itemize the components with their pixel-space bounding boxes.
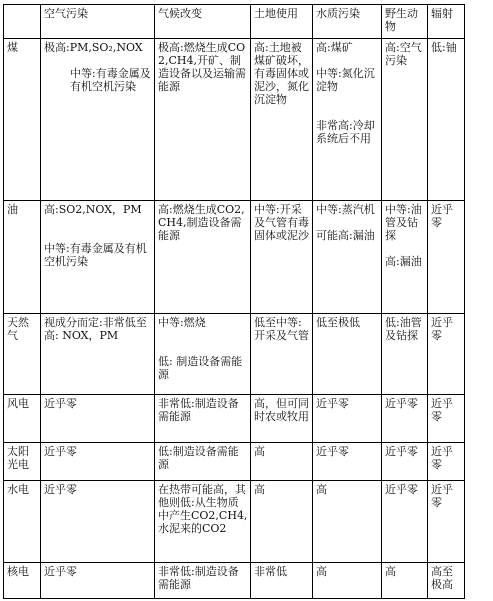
cell-nuclear-wildlife: 高 xyxy=(382,563,428,599)
row-wind xyxy=(4,395,465,443)
cell-gas-water: 低至极低 xyxy=(313,314,382,395)
cell-coal-water-line1: 高:煤矿 xyxy=(316,41,353,54)
cell-hydro-wildlife: 近乎零 xyxy=(382,481,428,563)
cell-gas-radiation: 近乎零 xyxy=(428,314,465,395)
cell-gas-climate-line1: 中等:燃烧 xyxy=(158,316,206,329)
cell-coal-land: 高:土地被煤矿破坏，有毒固体或泥沙，氮化沉淀物 xyxy=(251,39,313,201)
row-label-coal: 煤 xyxy=(4,39,41,201)
cell-oil-water xyxy=(313,201,382,314)
cell-hydro-radiation: 近乎零 xyxy=(428,481,465,563)
cell-oil-wildlife xyxy=(382,201,428,314)
row-label-solar: 太阳光电 xyxy=(4,443,41,481)
row-hydro xyxy=(4,481,465,563)
cell-nuclear-climate: 非常低:制造设备需能源 xyxy=(155,563,251,599)
cell-coal-air xyxy=(41,39,155,201)
cell-nuclear-air: 近乎零 xyxy=(41,563,155,599)
cell-oil-climate: 高:燃烧生成CO2,CH4,制造设备需能源 xyxy=(155,201,251,314)
row-solar xyxy=(4,443,465,481)
cell-solar-water: 近乎零 xyxy=(313,443,382,481)
cell-wind-climate: 非常低:制造设备需能源 xyxy=(155,395,251,443)
cell-nuclear-water: 高 xyxy=(313,563,382,599)
cell-oil-wildlife-line2: 高:漏油 xyxy=(385,255,422,268)
cell-coal-climate: 极高:燃烧生成CO2,CH4,开矿、制造设备以及运输需能源 xyxy=(155,39,251,201)
cell-hydro-land: 高 xyxy=(251,481,313,563)
cell-wind-radiation: 近乎零 xyxy=(428,395,465,443)
cell-coal-wildlife: 高:空气污染 xyxy=(382,39,428,201)
cell-hydro-water: 高 xyxy=(313,481,382,563)
cell-gas-land: 低至中等:开采及气管 xyxy=(251,314,313,395)
cell-nuclear-radiation: 高至极高 xyxy=(428,563,465,599)
row-label-gas: 天然气 xyxy=(4,314,41,395)
header-row xyxy=(4,5,465,39)
cell-coal-radiation: 低:铀 xyxy=(428,39,465,201)
header-corner xyxy=(4,5,41,39)
cell-wind-air: 近乎零 xyxy=(41,395,155,443)
row-label-wind: 风电 xyxy=(4,395,41,443)
cell-oil-water-line1: 中等:蒸汽机 xyxy=(316,203,375,216)
cell-gas-wildlife: 低:油管及钻探 xyxy=(382,314,428,395)
row-gas xyxy=(4,314,465,395)
cell-wind-water: 近乎零 xyxy=(313,395,382,443)
cell-coal-air-line1: 极高:PM,SO₂,NOX xyxy=(44,41,143,54)
cell-oil-air-line1: 高:SO2,NOX，PM xyxy=(44,203,142,216)
cell-solar-land: 高 xyxy=(251,443,313,481)
cell-solar-climate: 低:制造设备需能源 xyxy=(155,443,251,481)
cell-coal-water xyxy=(313,39,382,201)
cell-nuclear-land: 非常低 xyxy=(251,563,313,599)
row-oil xyxy=(4,201,465,314)
header-land-use: 土地使用 xyxy=(251,5,313,39)
header-air-pollution: 空气污染 xyxy=(41,5,155,39)
energy-impact-table xyxy=(3,4,465,599)
row-label-nuclear: 核电 xyxy=(4,563,41,599)
cell-wind-wildlife: 近乎零 xyxy=(382,395,428,443)
cell-coal-water-line2: 中等:氮化沉淀物 xyxy=(316,67,375,93)
header-water-pollution: 水质污染 xyxy=(313,5,382,39)
cell-wind-land: 高，但可同时农或牧用 xyxy=(251,395,313,443)
cell-gas-climate-line2: 低: 制造设备需能源 xyxy=(158,355,243,381)
cell-solar-wildlife: 近乎零 xyxy=(382,443,428,481)
cell-coal-water-line3: 非常高:冷却系统后不用 xyxy=(316,119,375,145)
cell-gas-air: 视成分而定:非常低至高: NOX，PM xyxy=(41,314,155,395)
cell-gas-climate xyxy=(155,314,251,395)
header-wildlife: 野生动物 xyxy=(382,5,428,39)
cell-oil-radiation: 近乎零 xyxy=(428,201,465,314)
row-label-hydro: 水电 xyxy=(4,481,41,563)
row-nuclear xyxy=(4,563,465,599)
row-label-oil: 油 xyxy=(4,201,41,314)
cell-oil-water-line2: 可能高:漏油 xyxy=(316,229,375,242)
cell-oil-wildlife-line1: 中等:油管及钻探 xyxy=(385,203,422,242)
cell-hydro-climate: 在热带可能高，其他则低:从生物质中产生CO2,CH4,水泥来的CO2 xyxy=(155,481,251,563)
row-coal xyxy=(4,39,465,201)
cell-hydro-air: 近乎零 xyxy=(41,481,155,563)
cell-solar-radiation: 近乎零 xyxy=(428,443,465,481)
cell-oil-air-line2: 中等:有毒金属及有机空机污染 xyxy=(44,242,147,268)
header-climate-change: 气候改变 xyxy=(155,5,251,39)
header-radiation: 辐射 xyxy=(428,5,465,39)
cell-solar-air: 近乎零 xyxy=(41,443,155,481)
cell-oil-land: 中等:开采及气管有毒固体或泥沙 xyxy=(251,201,313,314)
cell-coal-air-line2: 中等:有毒金属及有机空机污染 xyxy=(70,67,151,93)
cell-oil-air xyxy=(41,201,155,314)
